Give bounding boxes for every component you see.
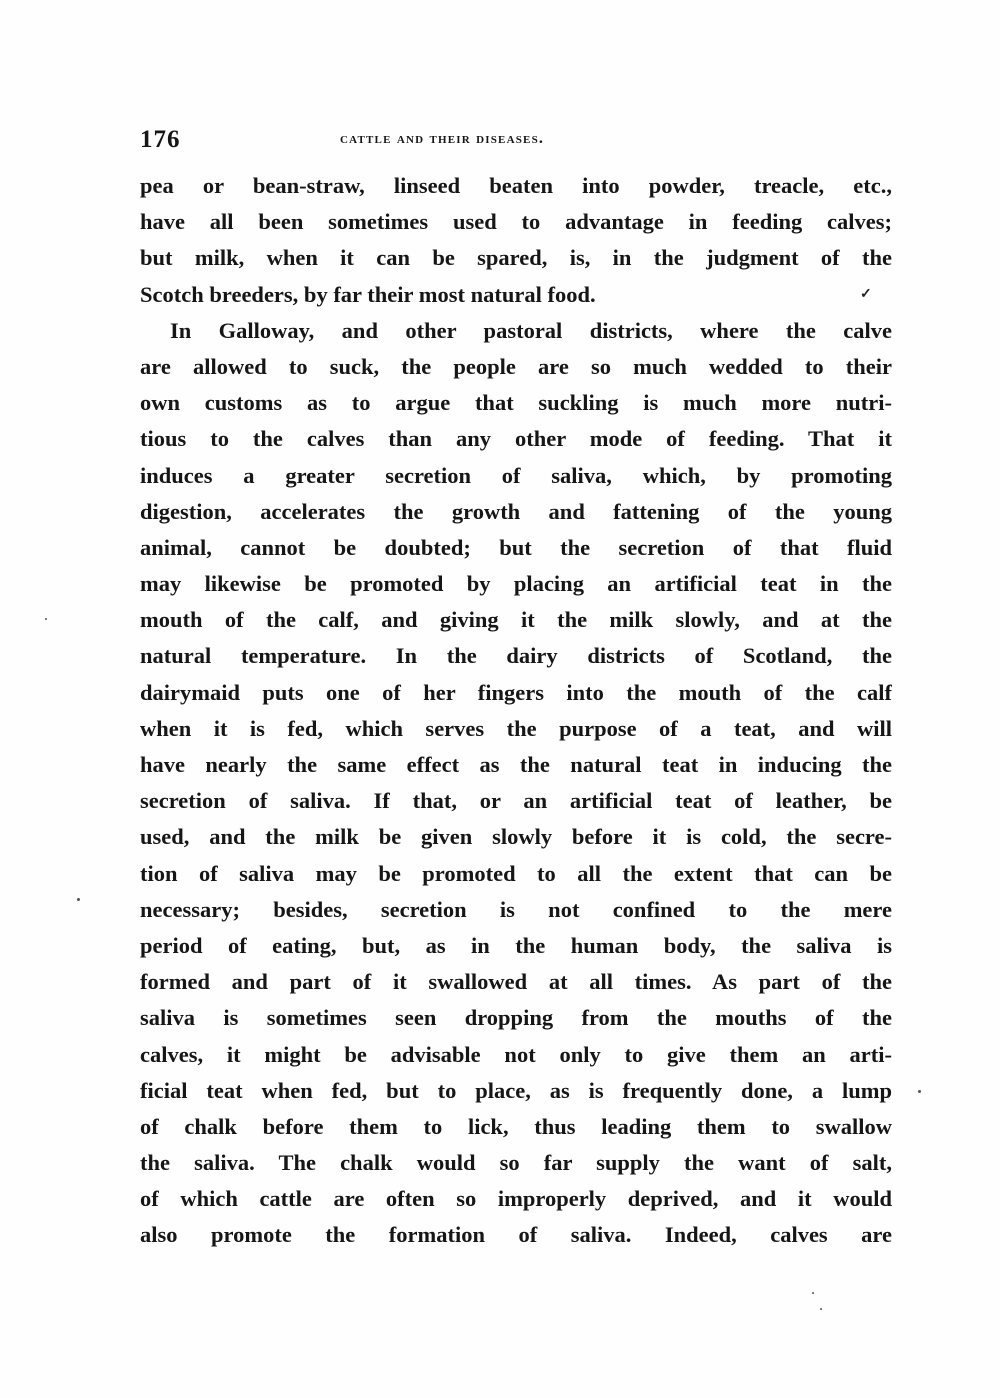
scan-speck bbox=[918, 1090, 921, 1093]
text-line: tious to the calves than any other mode of feeding. That it bbox=[140, 426, 892, 452]
text-line: In Galloway, and other pastoral districts, where the calve bbox=[170, 317, 892, 343]
text-line: calves, it might be advisable not only to give them an arti- bbox=[140, 1041, 892, 1067]
text-line: pea or bean-straw, linseed beaten into powder, treacle, etc., bbox=[140, 173, 892, 198]
text-line: may likewise be promoted by placing an artificial teat in the bbox=[140, 571, 892, 597]
text-line: but milk, when it can be spared, is, in the judgment of the bbox=[140, 245, 892, 271]
text-line: necessary; besides, secretion is not confined to the mere bbox=[140, 896, 892, 922]
text-line: own customs as to argue that suckling is much more nutri- bbox=[140, 390, 892, 416]
text-line: of chalk before them to lick, thus leading them to swallow bbox=[140, 1113, 892, 1139]
scan-speck bbox=[820, 1308, 822, 1310]
text-line: mouth of the calf, and giving it the milk slowly, and at the bbox=[140, 607, 892, 633]
scan-speck bbox=[77, 898, 80, 901]
text-line: animal, cannot be doubted; but the secretion of that fluid bbox=[140, 534, 892, 560]
text-line: are allowed to suck, the people are so much wedded to their bbox=[140, 353, 892, 379]
running-title: cattle and their diseases. bbox=[340, 130, 545, 147]
text-line: digestion, accelerates the growth and fattening of the young bbox=[140, 498, 892, 524]
text-line: also promote the formation of saliva. Indeed, calves are bbox=[140, 1222, 892, 1248]
margin-mark: ✓ bbox=[860, 287, 872, 302]
text-line: saliva is sometimes seen dropping from the mouths of the bbox=[140, 1005, 892, 1031]
body-text bbox=[140, 168, 892, 1254]
scan-speck bbox=[45, 618, 47, 620]
text-line: the saliva. The chalk would so far supply the want of salt, bbox=[140, 1150, 892, 1176]
text-line: of which cattle are often so improperly deprived, and it would bbox=[140, 1186, 892, 1212]
text-line: formed and part of it swallowed at all times. As part of the bbox=[140, 969, 892, 995]
text-line: natural temperature. In the dairy districts of Scotland, the bbox=[140, 643, 892, 669]
text-line: have all been sometimes used to advantage in feeding calves; bbox=[140, 209, 892, 235]
text-line: when it is fed, which serves the purpose of a teat, and will bbox=[140, 715, 892, 741]
text-line: induces a greater secretion of saliva, which, by promoting bbox=[140, 462, 892, 488]
text-line: dairymaid puts one of her fingers into the mouth of the calf bbox=[140, 679, 892, 705]
text-line: ficial teat when fed, but to place, as is frequently done, a lump bbox=[140, 1077, 892, 1103]
scan-speck bbox=[812, 1292, 814, 1294]
text-line: tion of saliva may be promoted to all the extent that can be bbox=[140, 860, 892, 886]
text-line: period of eating, but, as in the human body, the saliva is bbox=[140, 932, 892, 958]
page-header bbox=[140, 126, 892, 156]
text-line: secretion of saliva. If that, or an artificial teat of leather, be bbox=[140, 788, 892, 814]
text-line: have nearly the same effect as the natural teat in inducing the bbox=[140, 752, 892, 777]
text-line: used, and the milk be given slowly before it is cold, the secre- bbox=[140, 824, 892, 850]
page-number: 176 bbox=[140, 126, 181, 153]
text-line: Scotch breeders, by far their most natural food. bbox=[140, 281, 596, 307]
